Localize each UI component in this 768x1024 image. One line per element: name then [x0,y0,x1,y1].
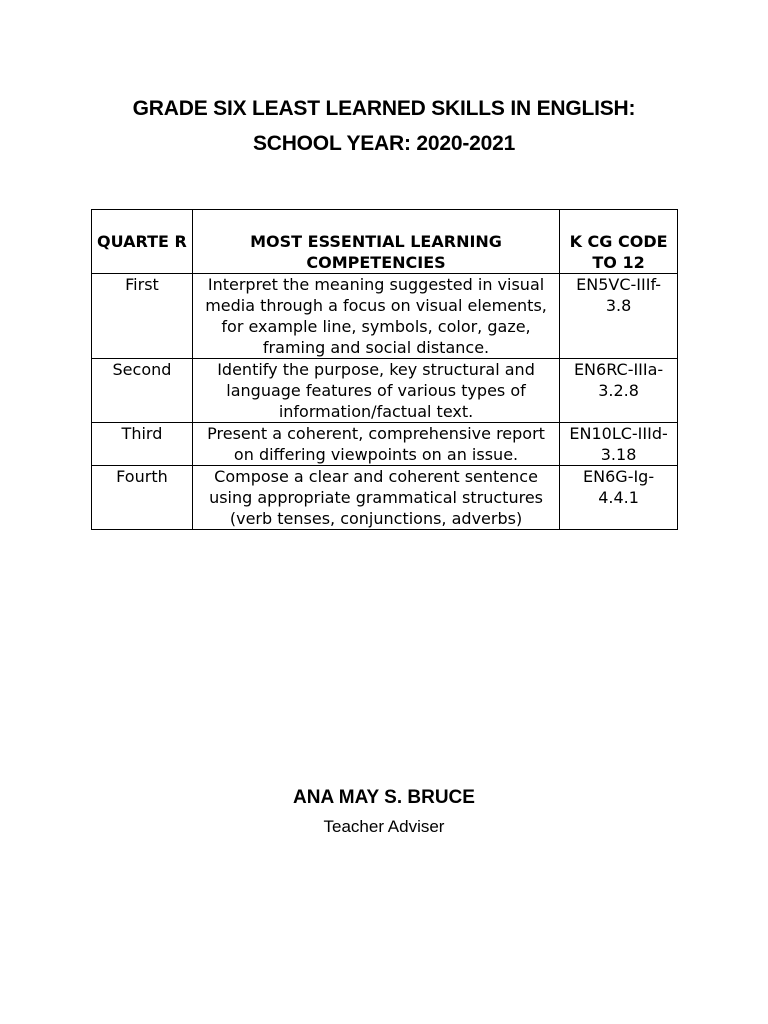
code-cell: EN6G-Ig-4.4.1 [560,466,678,530]
header-code: K CG CODE TO 12 [560,210,678,274]
signatory-role: Teacher Adviser [323,817,445,836]
table-row [92,274,678,359]
table-header-row [92,210,678,274]
table-row [92,359,678,423]
quarter-cell: Third [92,423,193,466]
competencies-table [91,209,678,530]
quarter-cell: First [92,274,193,359]
code-cell: EN6RC-IIIa-3.2.8 [560,359,678,423]
competency-cell: Compose a clear and coherent sentence using appropriate grammatical structures (verb tenses, conjunctions, adverbs) [192,466,559,530]
code-cell: EN10LC-IIId-3.18 [560,423,678,466]
signatory-name: ANA MAY S. BRUCE [293,787,475,808]
header-competencies: MOST ESSENTIAL LEARNING COMPETENCIES [192,210,559,274]
quarter-cell: Fourth [92,466,193,530]
competency-cell: Interpret the meaning suggested in visual media through a focus on visual elements, for example line, symbols, color, gaze, framing and social distance. [192,274,559,359]
document-title-line-1: GRADE SIX LEAST LEARNED SKILLS IN ENGLISH: [132,97,636,120]
competency-cell: Present a coherent, comprehensive report on differing viewpoints on an issue. [192,423,559,466]
header-quarter: QUARTE R [92,210,193,274]
table-row [92,466,678,530]
document-title-line-2: SCHOOL YEAR: 2020-2021 [252,132,516,155]
quarter-cell: Second [92,359,193,423]
code-cell: EN5VC-IIIf-3.8 [560,274,678,359]
competency-cell: Identify the purpose, key structural and language features of various types of information/factual text. [192,359,559,423]
table-row [92,423,678,466]
